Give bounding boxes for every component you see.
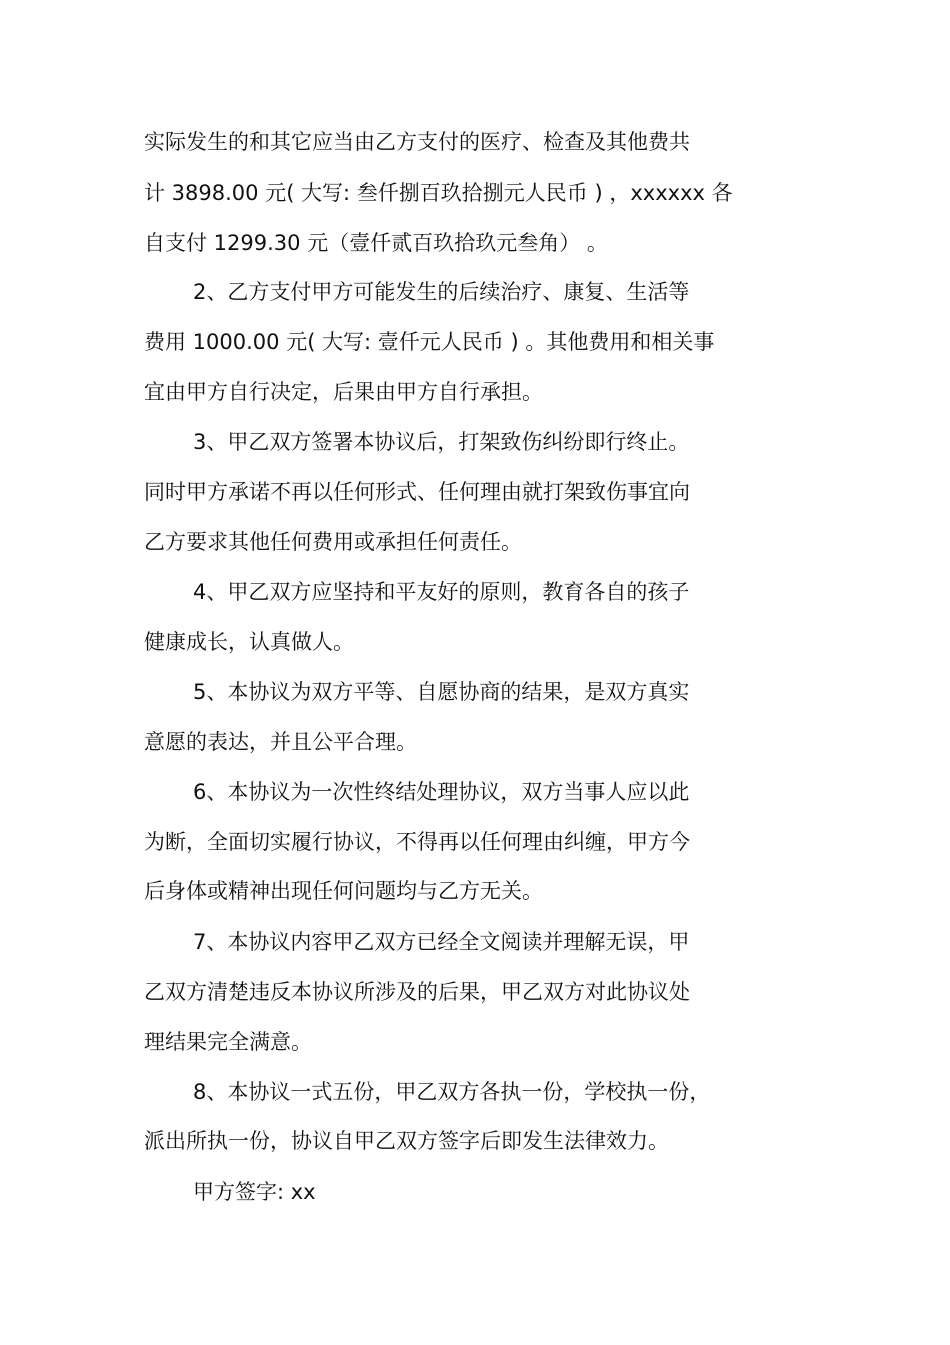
text-line: 为断，全面切实履行协议，不得再以任何理由纠缠，甲方今 (144, 830, 690, 854)
text-line: 健康成长，认真做人。 (144, 630, 354, 654)
text-line: 乙双方清楚违反本协议所涉及的后果，甲乙双方对此协议处 (144, 980, 690, 1004)
text-line: 3、甲乙双方签署本协议后，打架致伤纠纷即行终止。 (193, 430, 690, 454)
text-line: 计 3898.00 元( 大写: 叁仟捌百玖拾捌元人民币 ) ，xxxxxx 各 (144, 181, 733, 205)
text-line: 8、本协议一式五份，甲乙双方各执一份，学校执一份， (193, 1080, 711, 1104)
text-line: 实际发生的和其它应当由乙方支付的医疗、检查及其他费共 (144, 130, 690, 154)
text-line: 派出所执一份，协议自甲乙双方签字后即发生法律效力。 (144, 1129, 669, 1153)
text-line: 7、本协议内容甲乙双方已经全文阅读并理解无误，甲 (193, 930, 690, 954)
text-line: 后身体或精神出现任何问题均与乙方无关。 (144, 879, 543, 903)
text-line: 同时甲方承诺不再以任何形式、任何理由就打架致伤事宜向 (144, 480, 690, 504)
text-line: 费用 1000.00 元( 大写: 壹仟元人民币 ) 。其他费用和相关事 (144, 330, 715, 354)
signature-line: 甲方签字: xx (193, 1180, 316, 1204)
text-line: 2、乙方支付甲方可能发生的后续治疗、康复、生活等 (193, 280, 690, 304)
text-line: 4、甲乙双方应坚持和平友好的原则，教育各自的孩子 (193, 580, 690, 604)
text-line: 6、本协议为一次性终结处理协议，双方当事人应以此 (193, 780, 690, 804)
text-line: 宜由甲方自行决定，后果由甲方自行承担。 (144, 380, 543, 404)
text-line: 自支付 1299.30 元（壹仟贰百玖拾玖元叁角） 。 (144, 231, 608, 255)
text-line: 5、本协议为双方平等、自愿协商的结果，是双方真实 (193, 680, 690, 704)
text-line: 理结果完全满意。 (144, 1030, 312, 1054)
text-line: 乙方要求其他任何费用或承担任何责任。 (144, 530, 522, 554)
text-line: 意愿的表达，并且公平合理。 (144, 730, 417, 754)
